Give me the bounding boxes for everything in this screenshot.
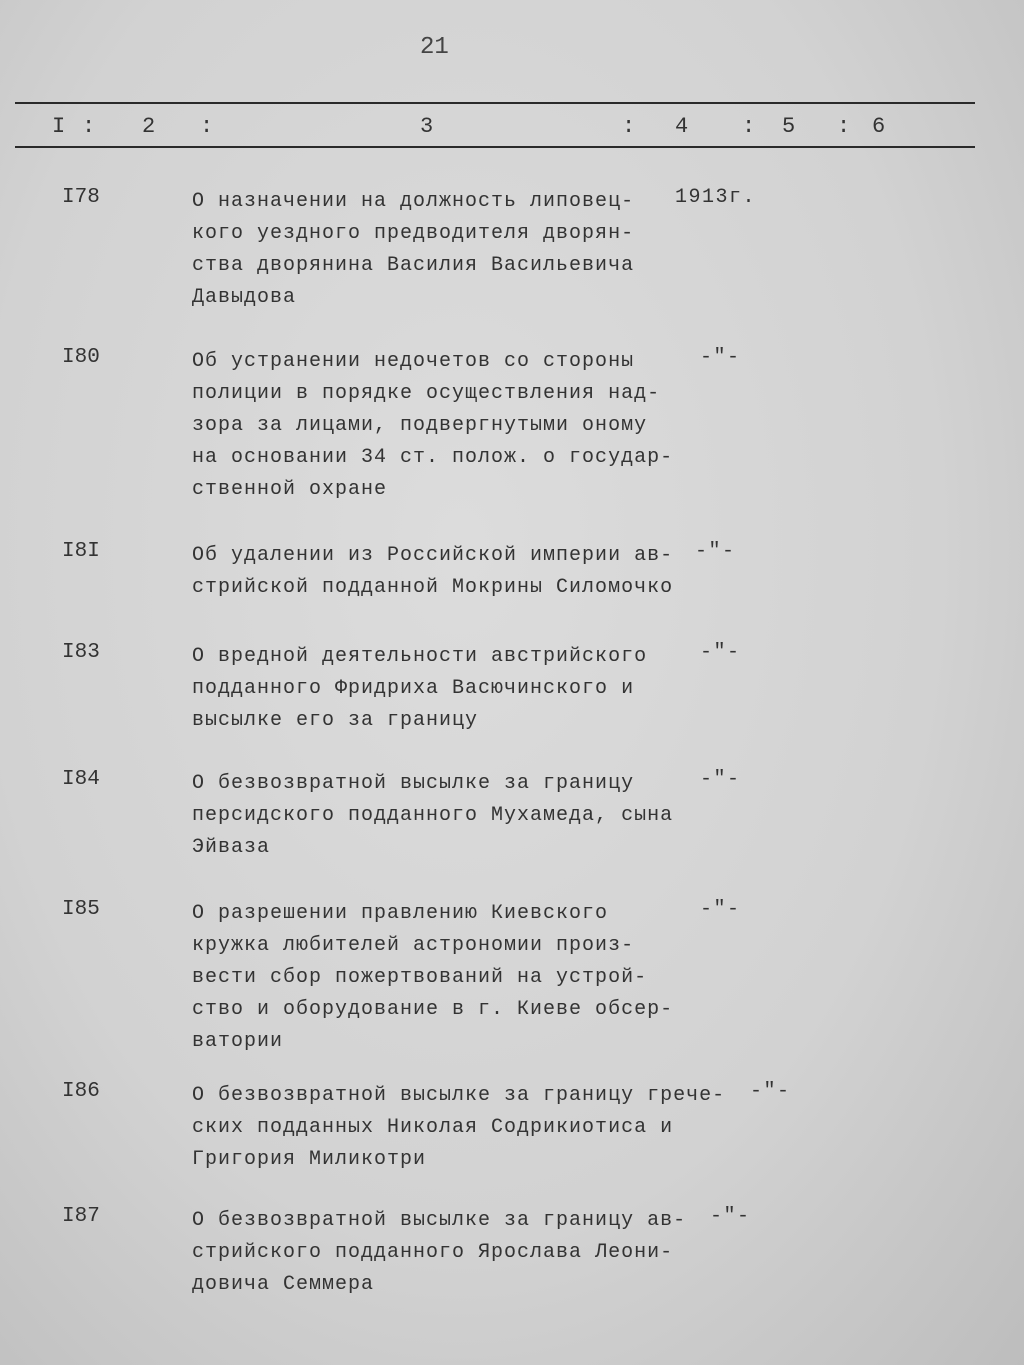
page-number: 21 [420, 34, 449, 61]
column-header-1: I [52, 114, 66, 139]
entry-year: -"- [700, 346, 741, 369]
description-line: на основании 34 ст. полож. о государ- [192, 446, 674, 469]
entry-year: -"- [700, 898, 741, 921]
entry-description [192, 641, 647, 737]
description-line: Об устранении недочетов со стороны [192, 350, 635, 373]
description-line: Эйваза [192, 836, 271, 859]
description-line: персидского подданного Мухамеда, сына [192, 804, 674, 827]
column-separator: : [837, 114, 851, 139]
description-line: кого уездного предводителя дворян- [192, 222, 635, 245]
description-line: ственной охране [192, 478, 388, 501]
description-line: О безвозвратной высылке за границу грече- [192, 1084, 726, 1107]
description-line: О безвозвратной высылке за границу [192, 772, 635, 795]
description-line: Об удалении из Российской империи ав- [192, 544, 674, 567]
description-line: О разрешении правлению Киевского [192, 902, 609, 925]
description-line: стрийского подданного Ярослава Леони- [192, 1241, 674, 1264]
entry-number: I84 [62, 768, 100, 791]
entry-number: I8I [62, 540, 100, 563]
entry-description [192, 540, 673, 604]
description-line: зора за лицами, подвергнутыми оному [192, 414, 648, 437]
description-line: довича Семмера [192, 1273, 375, 1296]
entry-year: -"- [700, 641, 741, 664]
column-separator: : [742, 114, 756, 139]
column-separator: : [622, 114, 636, 139]
entry-number: I87 [62, 1205, 100, 1228]
entry-year: -"- [695, 540, 736, 563]
column-separator: : [200, 114, 214, 139]
column-separator: : [82, 114, 96, 139]
description-line: О вредной деятельности австрийского [192, 645, 648, 668]
description-line: кружка любителей астрономии произ- [192, 934, 635, 957]
description-line: вести сбор пожертвований на устрой- [192, 966, 648, 989]
entry-description [192, 346, 673, 506]
entry-number: I86 [62, 1080, 100, 1103]
description-line: подданного Фридриха Васючинского и [192, 677, 635, 700]
entry-number: I83 [62, 641, 100, 664]
column-header-3: 3 [420, 114, 434, 139]
column-header-4: 4 [675, 114, 689, 139]
entry-description [192, 768, 673, 864]
entry-number: I78 [62, 186, 100, 209]
description-line: ских подданных Николая Содрикиотиса и [192, 1116, 674, 1139]
column-header-2: 2 [142, 114, 156, 139]
header-top-rule [15, 102, 975, 104]
description-line: Давыдова [192, 286, 297, 309]
description-line: ства дворянина Василия Васильевича [192, 254, 635, 277]
entry-year: -"- [710, 1205, 751, 1228]
description-line: О безвозвратной высылке за границу ав- [192, 1209, 687, 1232]
entry-description [192, 186, 634, 314]
column-header-6: 6 [872, 114, 886, 139]
description-line: ство и оборудование в г. Киеве обсер- [192, 998, 674, 1021]
entry-description [192, 1205, 686, 1301]
entry-description [192, 898, 673, 1058]
description-line: ватории [192, 1030, 284, 1053]
header-bottom-rule [15, 146, 975, 148]
description-line: высылке его за границу [192, 709, 479, 732]
description-line: стрийской подданной Мокрины Силомочко [192, 576, 674, 599]
description-line: Григория Миликотри [192, 1148, 427, 1171]
column-header-5: 5 [782, 114, 796, 139]
description-line: полиции в порядке осуществления над- [192, 382, 661, 405]
entry-number: I80 [62, 346, 100, 369]
entry-number: I85 [62, 898, 100, 921]
entry-year: -"- [750, 1080, 791, 1103]
entry-year: -"- [700, 768, 741, 791]
description-line: О назначении на должность липовец- [192, 190, 635, 213]
entry-description [192, 1080, 725, 1176]
entry-year: 1913г. [675, 186, 757, 209]
